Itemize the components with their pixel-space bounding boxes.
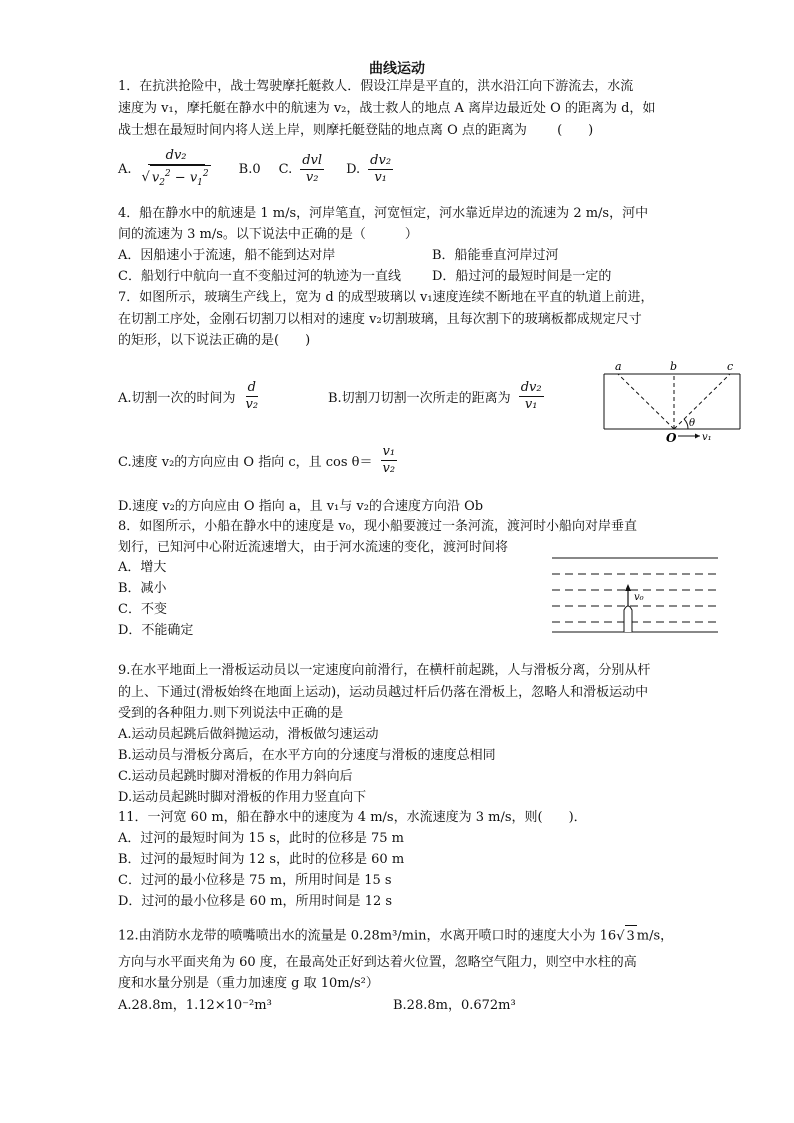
river-crossing-figure [548,550,722,636]
sqrt-symbol: √ $v_2^2 - v_1^2$ [142,165,211,191]
label-o: O [666,431,677,445]
q1-option-a-label: A. [118,161,132,177]
q7-option-b-numerator: dv₂ [520,380,542,395]
label-c: c [727,360,734,373]
q7-line3: 的矩形，以下说法正确的是( ) [118,333,311,348]
v0-arrow-head [625,584,631,591]
q4-option-a: A．因船速小于流速，船不能到达对岸 [118,248,336,263]
q1-option-d-numerator: dv₂ [370,152,392,168]
q11-option-c: C．过河的最小位移是 75 m，所用时间是 15 s [118,873,392,888]
q7-option-c-denominator: v₂ [382,461,396,476]
sqrt-symbol: √ 3 [616,925,637,947]
q8-option-d: D．不能确定 [118,623,194,638]
q1-option-c-fraction [300,153,324,186]
v1-arrow-head [695,434,700,439]
q8-option-c: C．不变 [118,602,167,617]
q7-option-d: D.速度 v₂的方向应由 O 指向 a，且 v₁与 v₂的合速度方向沿 Ob [118,499,484,514]
label-b: b [670,360,678,373]
q7-option-a-denominator: v₂ [245,397,259,412]
glass-cutting-figure [598,358,748,448]
q1-option-a-denominator [140,165,213,191]
q9-option-c: C.运动员起跳时脚对滑板的作用力斜向后 [118,769,353,784]
q7-option-b-text: B.切割刀切割一次所走的距离为 [328,391,511,406]
q12-option-b: B.28.8m，0.672m³ [393,998,516,1013]
q7-line1: 7．如图所示，玻璃生产线上，宽为 d 的成型玻璃以 v₁速度连续不断地在平直的轨道上前进， [118,290,654,305]
q1-line2: 速度为 v₁，摩托艇在静水中的航速为 v₂，战士救人的地点 A 离岸边最近处 O 的距离为 d，如 [118,101,656,116]
q9-line2: 的上、下通过(滑板始终在地面上运动)，运动员越过杆后仍落在滑板上，忽略人和滑板运动中 [118,685,649,700]
label-a: a [615,360,622,373]
q1-option-a-numerator: dv₂ [148,148,205,165]
q11-option-d: D．过河的最小位移是 60 m，所用时间是 12 s [118,894,393,909]
q7-option-b [328,380,546,413]
q7-option-a-text: A.切割一次的时间为 [118,391,236,406]
q11-line1: 11．一河宽 60 m，船在静水中的速度为 4 m/s，水流速度为 3 m/s，则( )． [118,810,587,825]
q1-option-d-denominator: v₁ [374,169,387,185]
q12-line1-unit: m/s， [636,928,674,944]
q1-options [118,148,395,191]
q4-line2: 间的流速为 3 m/s。以下说法中正确的是（ ） [118,227,418,242]
q1-option-c-numerator: dvl [302,152,323,168]
q1-option-c-denominator: v₂ [305,169,319,185]
q7-option-c-numerator: v₁ [382,444,396,459]
q1-answer-paren: ( ) [557,123,594,138]
q7-option-a [118,380,262,413]
q7-option-c-fraction [381,444,398,477]
q12-line3: 度和水量分别是（重力加速度 g 取 10m/s²） [118,976,379,991]
q7-option-a-numerator: d [247,380,256,395]
q1-option-b: B.0 [238,161,261,177]
q11-option-a: A．过河的最短时间为 15 s，此时的位移是 75 m [118,831,405,846]
q1-option-d-label: D. [346,161,361,177]
q8-option-b: B．减小 [118,581,167,596]
q9-option-d: D.运动员起跳时脚对滑板的作用力竖直向下 [118,790,367,805]
q8-line1: 8．如图所示，小船在静水中的速度是 v₀，现小船要渡过一条河流，渡河时小船向对岸垂直 [118,519,637,534]
label-theta: θ [689,418,696,429]
q1-option-a-fraction [140,148,213,191]
q12-line1 [118,925,673,947]
q8-option-a: A．增大 [118,560,167,575]
q9-line1: 9.在水平地面上一滑板运动员以一定速度向前滑行，在横杆前起跳，人与滑板分离，分别从杆 [118,663,651,678]
q9-option-a: A.运动员起跳后做斜抛运动，滑板做匀速运动 [118,727,379,742]
q7-option-b-denominator: v₁ [524,397,538,412]
boat-shape [624,606,632,632]
q9-option-b: B.运动员与滑板分离后，在水平方向的分速度与滑板的速度总相同 [118,748,496,763]
q7-option-a-fraction [244,380,261,413]
q12-line1-text: 12.由消防水龙带的喷嘴喷出水的流量是 0.28m³/min，水离开喷口时的速度大小为 16 [118,928,617,944]
dashed-line-oc [674,374,730,429]
q4-option-d: D．船过河的最短时间是一定的 [432,269,612,284]
q9-line3: 受到的各种阻力.则下列说法中正确的是 [118,706,344,721]
q7-option-c-text: C.速度 v₂的方向应由 O 指向 c，且 cos θ＝ [118,455,373,470]
q8-line2: 划行，已知河中心附近流速增大，由于河水流速的变化，渡河时间将 [118,540,509,555]
dashed-line-oa [618,374,674,429]
label-v1: v₁ [702,432,712,443]
q1-line3 [118,120,593,141]
q4-option-b: B．船能垂直河岸过河 [432,248,559,263]
q12-option-a: A.28.8m，1.12×10⁻²m³ [118,998,272,1013]
q4-line1: 4．船在静水中的航速是 1 m/s，河岸笔直，河宽恒定，河水靠近岸边的流速为 2 m/s，河中 [118,206,649,221]
q7-line2: 在切割工序处，金刚石切割刀以相对的速度 v₂切割玻璃，且每次割下的玻璃板都成规定尺寸 [118,312,642,327]
document-title: 曲线运动 [369,61,425,77]
q12-line2: 方向与水平面夹角为 60 度，在最高处正好到达着火位置，忽略空气阻力，则空中水柱的高 [118,955,637,970]
theta-arc [684,419,688,429]
q7-option-b-fraction [519,380,544,413]
q1-line1: 1．在抗洪抢险中，战士驾驶摩托艇救人．假设江岸是平直的，洪水沿江向下游流去，水流 [118,79,634,94]
q1-line3-text: 战士想在最短时间内将人送上岸，则摩托艇登陆的地点离 O 点的距离为 [118,123,527,138]
q4-option-c: C．船划行中航向一直不变船过河的轨迹为一直线 [118,269,401,284]
q1-option-c-label: C. [278,161,293,177]
q7-option-c [118,444,399,477]
q11-option-b: B．过河的最短时间为 12 s，此时的位移是 60 m [118,852,405,867]
q12-sqrt-value: 3 [625,925,637,947]
q1-option-d-fraction [368,153,393,186]
label-v0: v₀ [634,592,644,603]
